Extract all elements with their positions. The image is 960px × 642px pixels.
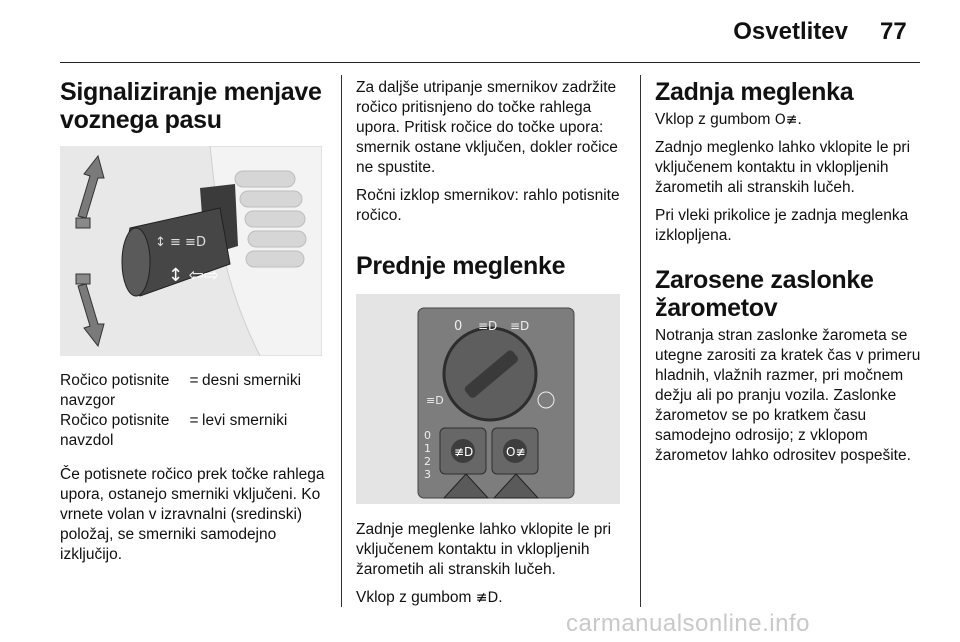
legend-action: Ročico potisnite navzdol [60,412,170,449]
svg-text:≡D: ≡D [478,319,498,333]
svg-text:↕ ⇦⇨: ↕ ⇦⇨ [168,265,219,286]
legend-result: desni smerniki [202,372,302,389]
button-instruction: Vklop z gumbom [655,111,771,128]
section-title: Osvetlitev [733,18,848,45]
sentence-end: . [797,111,802,128]
page-number: 77 [880,18,907,45]
light-switch-icon [356,294,620,504]
position-off-label: 0 [454,319,463,334]
paragraph-trailer: Pri vleki prikolice je zadnja meglenka izklopljena. [655,207,909,244]
heading-rear-fog: Zadnja meglenka [655,78,854,106]
front-fog-light-icon: ≢D [475,590,499,606]
legend-equals: = [189,412,199,429]
paragraph-fog-condition: Zadnje meglenke lahko vklopite le pri vključenem kontaktu in vklopljenih žarometih ali stranskih lučeh. [356,521,612,578]
column-left [60,70,325,565]
svg-text:≢D: ≢D [454,445,474,459]
sentence-end: . [498,589,503,606]
legend-equals: = [189,372,199,389]
svg-text:≡D: ≡D [510,319,530,333]
column-middle [356,70,622,608]
paragraph-rear-fog-button [655,110,923,130]
legend-action: Ročico potisnite navzgor [60,372,170,409]
legend-result: levi smerniki [202,412,288,429]
dial-label-two: 2 [424,455,431,468]
turn-signal-stalk-illustration [60,146,322,356]
watermark: carmanualsonline.info [566,610,810,637]
paragraph-misted-lenses: Notranja stran zaslonke žarometa se utegne zarositi za kratek čas v primeru hladnih, vlažnih razmer, pri močnem dežju ali po pranju vozila. Zaslonke žarometov se po kratkem času samodejno odrosijo; z vklopom žarometov lahko odrositev pospešite. [655,327,921,464]
column-right [655,70,923,466]
legend-table [60,371,325,451]
svg-text:↕ ≡ ≡D: ↕ ≡ ≡D [155,235,206,250]
button-instruction: Vklop z gumbom [356,589,472,606]
dial-label-one: 1 [424,442,431,455]
column-divider [341,75,342,607]
paragraph-manual-off: Ročni izklop smernikov: rahlo potisnite ročico. [356,187,620,224]
paragraph-front-fog-button [356,588,622,608]
rear-fog-light-icon: O≢ [774,112,798,128]
turn-signal-stalk-icon [60,146,322,356]
heading-lane-change: Signaliziranje menjave voznega pasu [60,78,322,134]
light-switch-panel-illustration [356,294,620,504]
svg-text:O≢: O≢ [506,445,526,459]
heading-misted-lenses: Zarosene zaslonke žarometov [655,266,874,322]
column-divider [640,75,641,607]
svg-text:≡D: ≡D [426,394,444,407]
dial-label-three: 3 [424,468,431,481]
paragraph-rear-fog-condition: Zadnjo meglenko lahko vklopite le pri vključenem kontaktu in vklopljenih žarometih ali stranskih lučeh. [655,139,911,196]
paragraph-lane-change: Če potisnete ročico prek točke rahlega upora, ostanejo smerniki vključeni. Ko vrnete volan v izravnalni (sredinski) položaj, se smerniki samodejno izključijo. [60,466,325,563]
paragraph-extended-signal: Za daljše utripanje smernikov zadržite ročico pritisnjeno do točke rahlega upora. Pritisk ročice do točke upora: smernik ostane vključen, dokler ročice ne spustite. [356,79,618,176]
dial-label-zero: 0 [424,429,431,442]
header-divider [60,62,920,63]
heading-front-fog: Prednje meglenke [356,252,566,280]
